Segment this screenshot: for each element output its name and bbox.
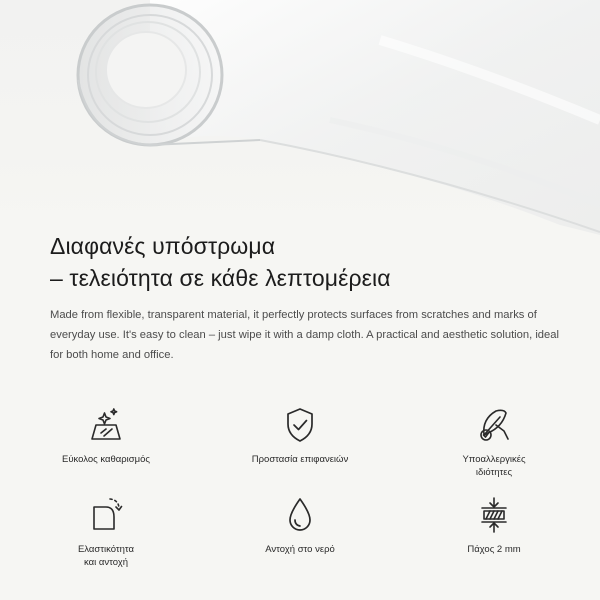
headline-line-2: – τελειότητα σε κάθε λεπτομέρεια [50,265,391,291]
thickness-icon [474,495,514,535]
feature-label: Πάχος 2 mm [467,544,521,555]
water-drop-icon [280,495,320,535]
shield-check-icon [280,405,320,445]
feature-label: Υποαλλεργικές ιδιότητες [462,454,526,478]
feature-hypoallergenic [404,405,584,479]
feature-label: Ελαστικότητα και αντοχή [77,544,135,568]
feature-water-resistance [210,495,390,556]
headline-line-1: Διαφανές υπόστρωμα [50,233,276,259]
sparkle-surface-icon [86,405,126,445]
feature-surface-protection [210,405,390,466]
feature-label: Προστασία επιφανειών [251,454,349,465]
feature-label: Αντοχή στο νερό [265,544,335,555]
transparent-roll-image [0,0,600,235]
headline [50,230,570,294]
feature-elasticity [16,495,196,569]
feature-thickness [404,495,584,556]
description: Made from flexible, transparent material, it perfectly protects surfaces from scratches and marks of everyday use. It's easy to clean – just wipe it with a damp cloth. A practical and aesthetic solution, ideal for both home and office. [50,309,559,361]
feature-label: Εύκολος καθαρισμός [62,454,150,465]
feature-easy-cleaning [16,405,196,466]
feather-check-icon [474,405,514,445]
hero-image [0,0,600,235]
features-grid [0,395,600,595]
flexible-sheet-icon [86,495,126,535]
